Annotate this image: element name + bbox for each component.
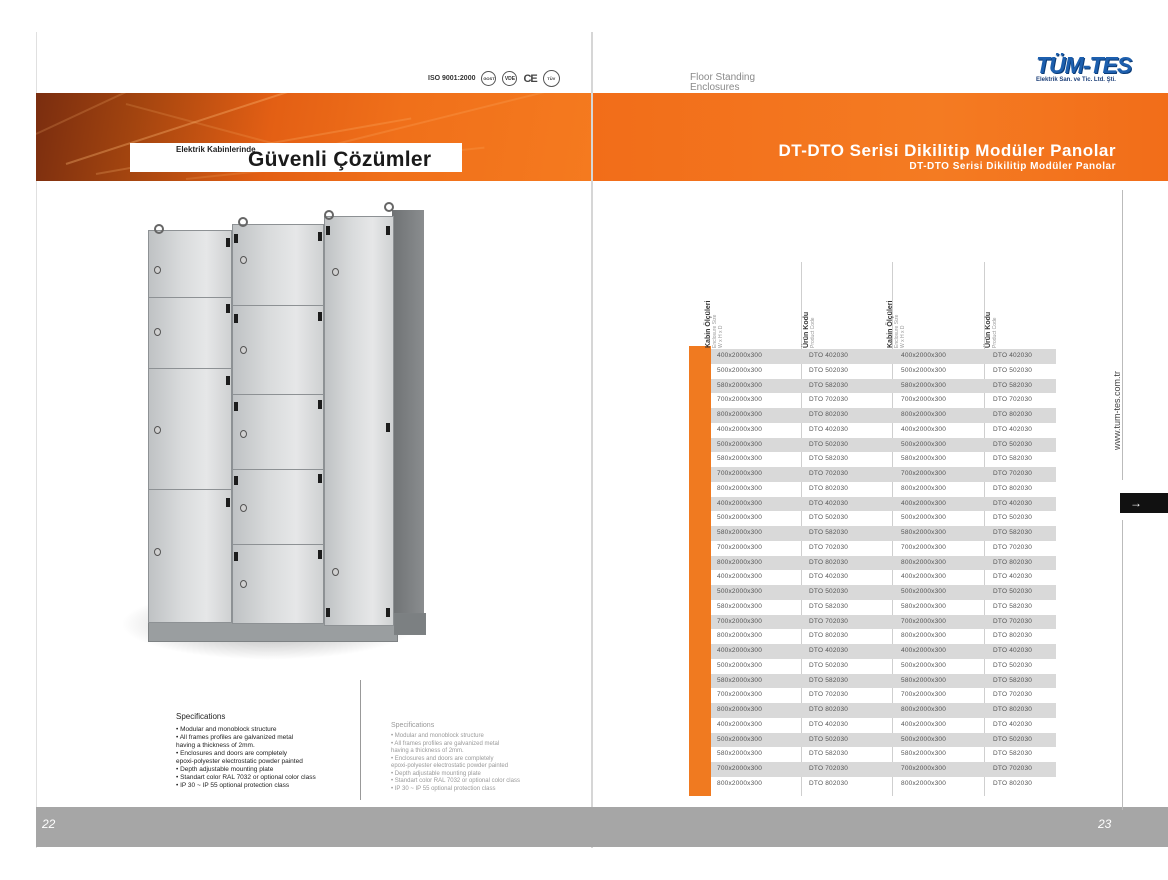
page-number-right: 23 [1098, 817, 1112, 831]
enclosure-size-cell: 700x2000x300 [901, 691, 947, 699]
product-code-cell: DTO 402030 [809, 499, 849, 507]
enclosure-size-cell: 700x2000x300 [717, 396, 763, 404]
tuv-mark: TÜV [543, 70, 560, 87]
table-row [711, 423, 1056, 438]
enclosure-size-cell: 400x2000x300 [717, 352, 763, 359]
enclosure-size-cell: 500x2000x300 [901, 735, 947, 743]
side-rule [1122, 190, 1123, 480]
spec-line: • Modular and monoblock structure [176, 726, 277, 733]
product-code-cell: DTO 802030 [993, 779, 1033, 787]
product-code-cell: DTO 502030 [993, 661, 1033, 669]
product-subtitle: DT-DTO Serisi Dikilitip Modüler Panolar [909, 161, 1116, 172]
side-rule [1122, 520, 1123, 810]
enclosure-size-cell: 580x2000x300 [901, 381, 947, 389]
product-code-cell: DTO 802030 [809, 706, 849, 713]
enclosure-size-cell: 400x2000x300 [901, 573, 947, 581]
enclosure-size-cell: 700x2000x300 [901, 470, 947, 477]
product-code-cell: DTO 502030 [809, 735, 849, 743]
table-row [711, 674, 1056, 689]
enclosure-size-cell: 580x2000x300 [717, 602, 763, 610]
certification-marks [428, 70, 560, 87]
table-row [711, 393, 1056, 408]
enclosure-size-cell: 700x2000x300 [901, 765, 947, 772]
enclosure-size-cell: 500x2000x300 [717, 366, 763, 374]
spec-line-faded: • Modular and monoblock structure [391, 733, 484, 739]
enclosure-size-cell: 800x2000x300 [717, 484, 763, 492]
product-code-cell: DTO 402030 [809, 352, 849, 359]
specifications-faded-block [391, 722, 520, 793]
product-code-cell: DTO 582030 [993, 529, 1033, 536]
enclosure-size-cell: 500x2000x300 [901, 366, 947, 374]
table-row [711, 364, 1056, 379]
enclosure-size-cell: 700x2000x300 [901, 617, 947, 625]
specifications-title-faded: Specifications [391, 722, 435, 729]
spec-line-faded: • Depth adjustable mounting plate [391, 770, 481, 777]
enclosure-size-cell: 580x2000x300 [901, 455, 947, 463]
enclosure-size-cell: 580x2000x300 [717, 676, 763, 684]
enclosure-size-cell: 500x2000x300 [901, 661, 947, 669]
specifications-block [176, 712, 316, 790]
table-row [711, 600, 1056, 615]
enclosure-size-cell: 400x2000x300 [901, 425, 947, 433]
enclosure-size-cell: 400x2000x300 [901, 647, 947, 654]
product-code-cell: DTO 502030 [993, 366, 1033, 374]
enclosure-size-cell: 800x2000x300 [717, 632, 763, 640]
product-code-cell: DTO 502030 [993, 735, 1033, 743]
enclosure-size-cell: 800x2000x300 [717, 779, 763, 787]
product-code-cell: DTO 502030 [993, 514, 1033, 522]
enclosure-size-cell: 500x2000x300 [901, 514, 947, 522]
product-code-cell: DTO 402030 [993, 425, 1033, 433]
product-code-cell: DTO 502030 [809, 366, 849, 374]
table-row [711, 703, 1056, 718]
website-url: www.tum-tes.com.tr [1112, 370, 1122, 450]
table-row [711, 659, 1056, 674]
spec-line: • All frames profiles are galvanized metal [176, 734, 294, 741]
table-row [711, 438, 1056, 453]
enclosure-size-cell: 800x2000x300 [901, 706, 947, 713]
spec-line-faded: • IP 30 ~ IP 55 optional protection class [391, 785, 496, 792]
enclosure-size-cell: 400x2000x300 [901, 352, 947, 359]
product-code-cell: DTO 802030 [993, 632, 1033, 640]
product-code-cell: DTO 582030 [993, 381, 1033, 389]
product-code-cell: DTO 802030 [993, 484, 1033, 492]
product-code-cell: DTO 402030 [993, 573, 1033, 581]
enclosure-size-cell: 580x2000x300 [717, 381, 763, 389]
product-code-cell: DTO 802030 [809, 484, 849, 492]
table-row [711, 541, 1056, 556]
product-code-cell: DTO 802030 [809, 411, 849, 418]
enclosure-size-cell: 500x2000x300 [717, 588, 763, 595]
table-row [711, 629, 1056, 644]
logo-subtext: Elektrik San. ve Tic. Ltd. Şti. [1036, 77, 1116, 83]
product-code-cell: DTO 702030 [993, 765, 1033, 772]
product-code-cell: DTO 582030 [809, 455, 849, 463]
enclosure-size-cell: 800x2000x300 [901, 632, 947, 640]
enclosure-size-cell: 400x2000x300 [717, 499, 763, 507]
enclosure-size-cell: 700x2000x300 [717, 470, 763, 477]
product-title: DT-DTO Serisi Dikilitip Modüler Panolar [778, 141, 1116, 160]
product-code-cell: DTO 402030 [993, 720, 1033, 728]
ce-mark: CE [523, 72, 537, 85]
enclosure-size-cell: 400x2000x300 [717, 720, 763, 728]
product-code-cell: DTO 402030 [993, 499, 1033, 507]
company-logo [1036, 52, 1131, 83]
product-code-cell: DTO 802030 [809, 632, 849, 640]
product-code-cell: DTO 582030 [993, 676, 1033, 684]
product-code-cell: DTO 702030 [809, 543, 849, 551]
product-code-cell: DTO 502030 [809, 588, 849, 595]
table-row [711, 526, 1056, 541]
enclosure-size-cell: 580x2000x300 [901, 750, 947, 758]
product-code-cell: DTO 802030 [993, 706, 1033, 713]
enclosure-size-cell: 700x2000x300 [901, 543, 947, 551]
enclosure-size-cell: 700x2000x300 [901, 396, 947, 404]
product-code-cell: DTO 702030 [993, 543, 1033, 551]
table-row [711, 644, 1056, 659]
product-code-cell: DTO 402030 [809, 425, 849, 433]
product-code-cell: DTO 582030 [809, 750, 849, 758]
product-code-cell: DTO 502030 [993, 588, 1033, 595]
product-code-cell: DTO 702030 [809, 765, 849, 772]
enclosure-size-cell: 800x2000x300 [901, 484, 947, 492]
spec-line: having a thickness of 2mm. [176, 742, 255, 749]
heading-big: Güvenli Çözümler [248, 148, 432, 171]
product-code-cell: DTO 702030 [809, 470, 849, 477]
table-row [711, 556, 1056, 571]
product-code-cell: DTO 802030 [809, 558, 849, 566]
product-code-cell: DTO 502030 [809, 514, 849, 522]
enclosure-size-cell: 700x2000x300 [717, 691, 763, 699]
product-code-cell: DTO 802030 [993, 558, 1033, 566]
table-row [711, 718, 1056, 733]
enclosure-size-cell: 400x2000x300 [901, 499, 947, 507]
product-code-cell: DTO 702030 [993, 691, 1033, 699]
table-row [711, 482, 1056, 497]
enclosure-size-cell: 500x2000x300 [717, 514, 763, 522]
enclosure-size-cell: 580x2000x300 [901, 602, 947, 610]
enclosure-size-cell: 400x2000x300 [717, 425, 763, 433]
enclosure-size-cell: 800x2000x300 [717, 558, 763, 566]
table-row [711, 688, 1056, 703]
spec-line: • Enclosures and doors are completely [176, 750, 288, 757]
table-row [711, 762, 1056, 777]
table-row [711, 585, 1056, 600]
gost-mark: GOST [481, 71, 496, 86]
product-code-cell: DTO 502030 [993, 440, 1033, 448]
product-code-cell: DTO 582030 [809, 676, 849, 684]
enclosure-size-cell: 400x2000x300 [901, 720, 947, 728]
enclosure-size-cell: 700x2000x300 [717, 765, 763, 772]
product-code-cell: DTO 402030 [809, 573, 849, 581]
logo-text: TÜM-TES [1036, 52, 1132, 78]
spec-line-faded: • Standart color RAL 7032 or optional color class [391, 778, 520, 784]
product-code-cell: DTO 502030 [809, 440, 849, 448]
product-code-cell: DTO 582030 [993, 455, 1033, 463]
spec-line: • Standart color RAL 7032 or optional color class [176, 774, 316, 781]
spec-line-faded: having a thickness of 2mm. [391, 748, 464, 754]
spec-line: • Depth adjustable mounting plate [176, 766, 274, 773]
enclosure-size-cell: 700x2000x300 [717, 543, 763, 551]
table-side-bar [689, 346, 711, 796]
enclosure-size-cell: 500x2000x300 [717, 440, 763, 448]
spec-line-faded: • Enclosures and doors are completely [391, 755, 494, 762]
enclosure-size-cell: 500x2000x300 [901, 440, 947, 448]
spec-line: • IP 30 ~ IP 55 optional protection class [176, 782, 290, 789]
enclosure-size-cell: 580x2000x300 [717, 750, 763, 758]
specifications-title: Specifications [176, 712, 226, 721]
product-code-cell: DTO 702030 [809, 617, 849, 625]
product-code-cell: DTO 702030 [809, 691, 849, 699]
spec-line-faded: • All frames profiles are galvanized metal [391, 740, 500, 747]
table-row [711, 349, 1056, 364]
enclosure-size-cell: 700x2000x300 [717, 617, 763, 625]
arrow-right-icon: → [1120, 493, 1168, 513]
enclosure-size-cell: 580x2000x300 [901, 529, 947, 536]
table-row [711, 497, 1056, 512]
cabinet-illustration [148, 208, 424, 648]
product-code-cell: DTO 702030 [993, 617, 1033, 625]
product-code-cell: DTO 582030 [993, 750, 1033, 758]
spec-line-faded: epoxi-polyester electrostatic powder painted [391, 763, 509, 769]
product-code-cell: DTO 582030 [993, 602, 1033, 610]
enclosure-size-cell: 500x2000x300 [717, 735, 763, 743]
product-code-cell: DTO 402030 [809, 720, 849, 728]
table-row [711, 511, 1056, 526]
product-code-cell: DTO 402030 [993, 647, 1033, 654]
table-row [711, 452, 1056, 467]
enclosure-size-cell: 800x2000x300 [901, 779, 947, 787]
product-code-cell: DTO 582030 [809, 602, 849, 610]
table-row [711, 615, 1056, 630]
product-code-cell: DTO 582030 [809, 381, 849, 389]
page-number-left: 22 [42, 817, 56, 831]
enclosure-size-cell: 400x2000x300 [717, 647, 763, 654]
table-row [711, 467, 1056, 482]
table-row [711, 747, 1056, 762]
product-code-cell: DTO 402030 [809, 647, 849, 654]
divider [360, 680, 361, 800]
product-code-cell: DTO 502030 [809, 661, 849, 669]
enclosure-size-cell: 580x2000x300 [901, 676, 947, 684]
product-code-cell: DTO 582030 [809, 529, 849, 536]
product-code-cell: DTO 702030 [809, 396, 849, 404]
product-code-cell: DTO 802030 [809, 779, 849, 787]
heading-small: Elektrik Kabinlerinde [176, 145, 256, 154]
table-row [711, 408, 1056, 423]
enclosure-size-cell: 800x2000x300 [901, 558, 947, 566]
product-code-cell: DTO 702030 [993, 470, 1033, 477]
footer-bar [36, 807, 1168, 847]
enclosure-size-cell: 500x2000x300 [901, 588, 947, 595]
enclosure-size-cell: 800x2000x300 [901, 411, 947, 418]
table-row [711, 733, 1056, 748]
iso-mark: ISO 9001:2000 [428, 75, 476, 82]
enclosure-size-cell: 580x2000x300 [717, 529, 763, 536]
spec-line: epoxi-polyester electrostatic powder painted [176, 758, 303, 765]
table-row [711, 777, 1056, 792]
enclosure-size-cell: 400x2000x300 [717, 573, 763, 581]
enclosure-size-cell: 800x2000x300 [717, 706, 763, 713]
vde-mark: VDE [502, 71, 517, 86]
enclosure-size-cell: 580x2000x300 [717, 455, 763, 463]
product-code-cell: DTO 702030 [993, 396, 1033, 404]
section-label: Floor Standing Enclosures [690, 72, 756, 93]
product-code-cell: DTO 802030 [993, 411, 1033, 418]
enclosure-size-cell: 800x2000x300 [717, 411, 763, 418]
enclosure-size-cell: 500x2000x300 [717, 661, 763, 669]
product-code-cell: DTO 402030 [993, 352, 1033, 359]
table-row [711, 570, 1056, 585]
table-row [711, 379, 1056, 394]
